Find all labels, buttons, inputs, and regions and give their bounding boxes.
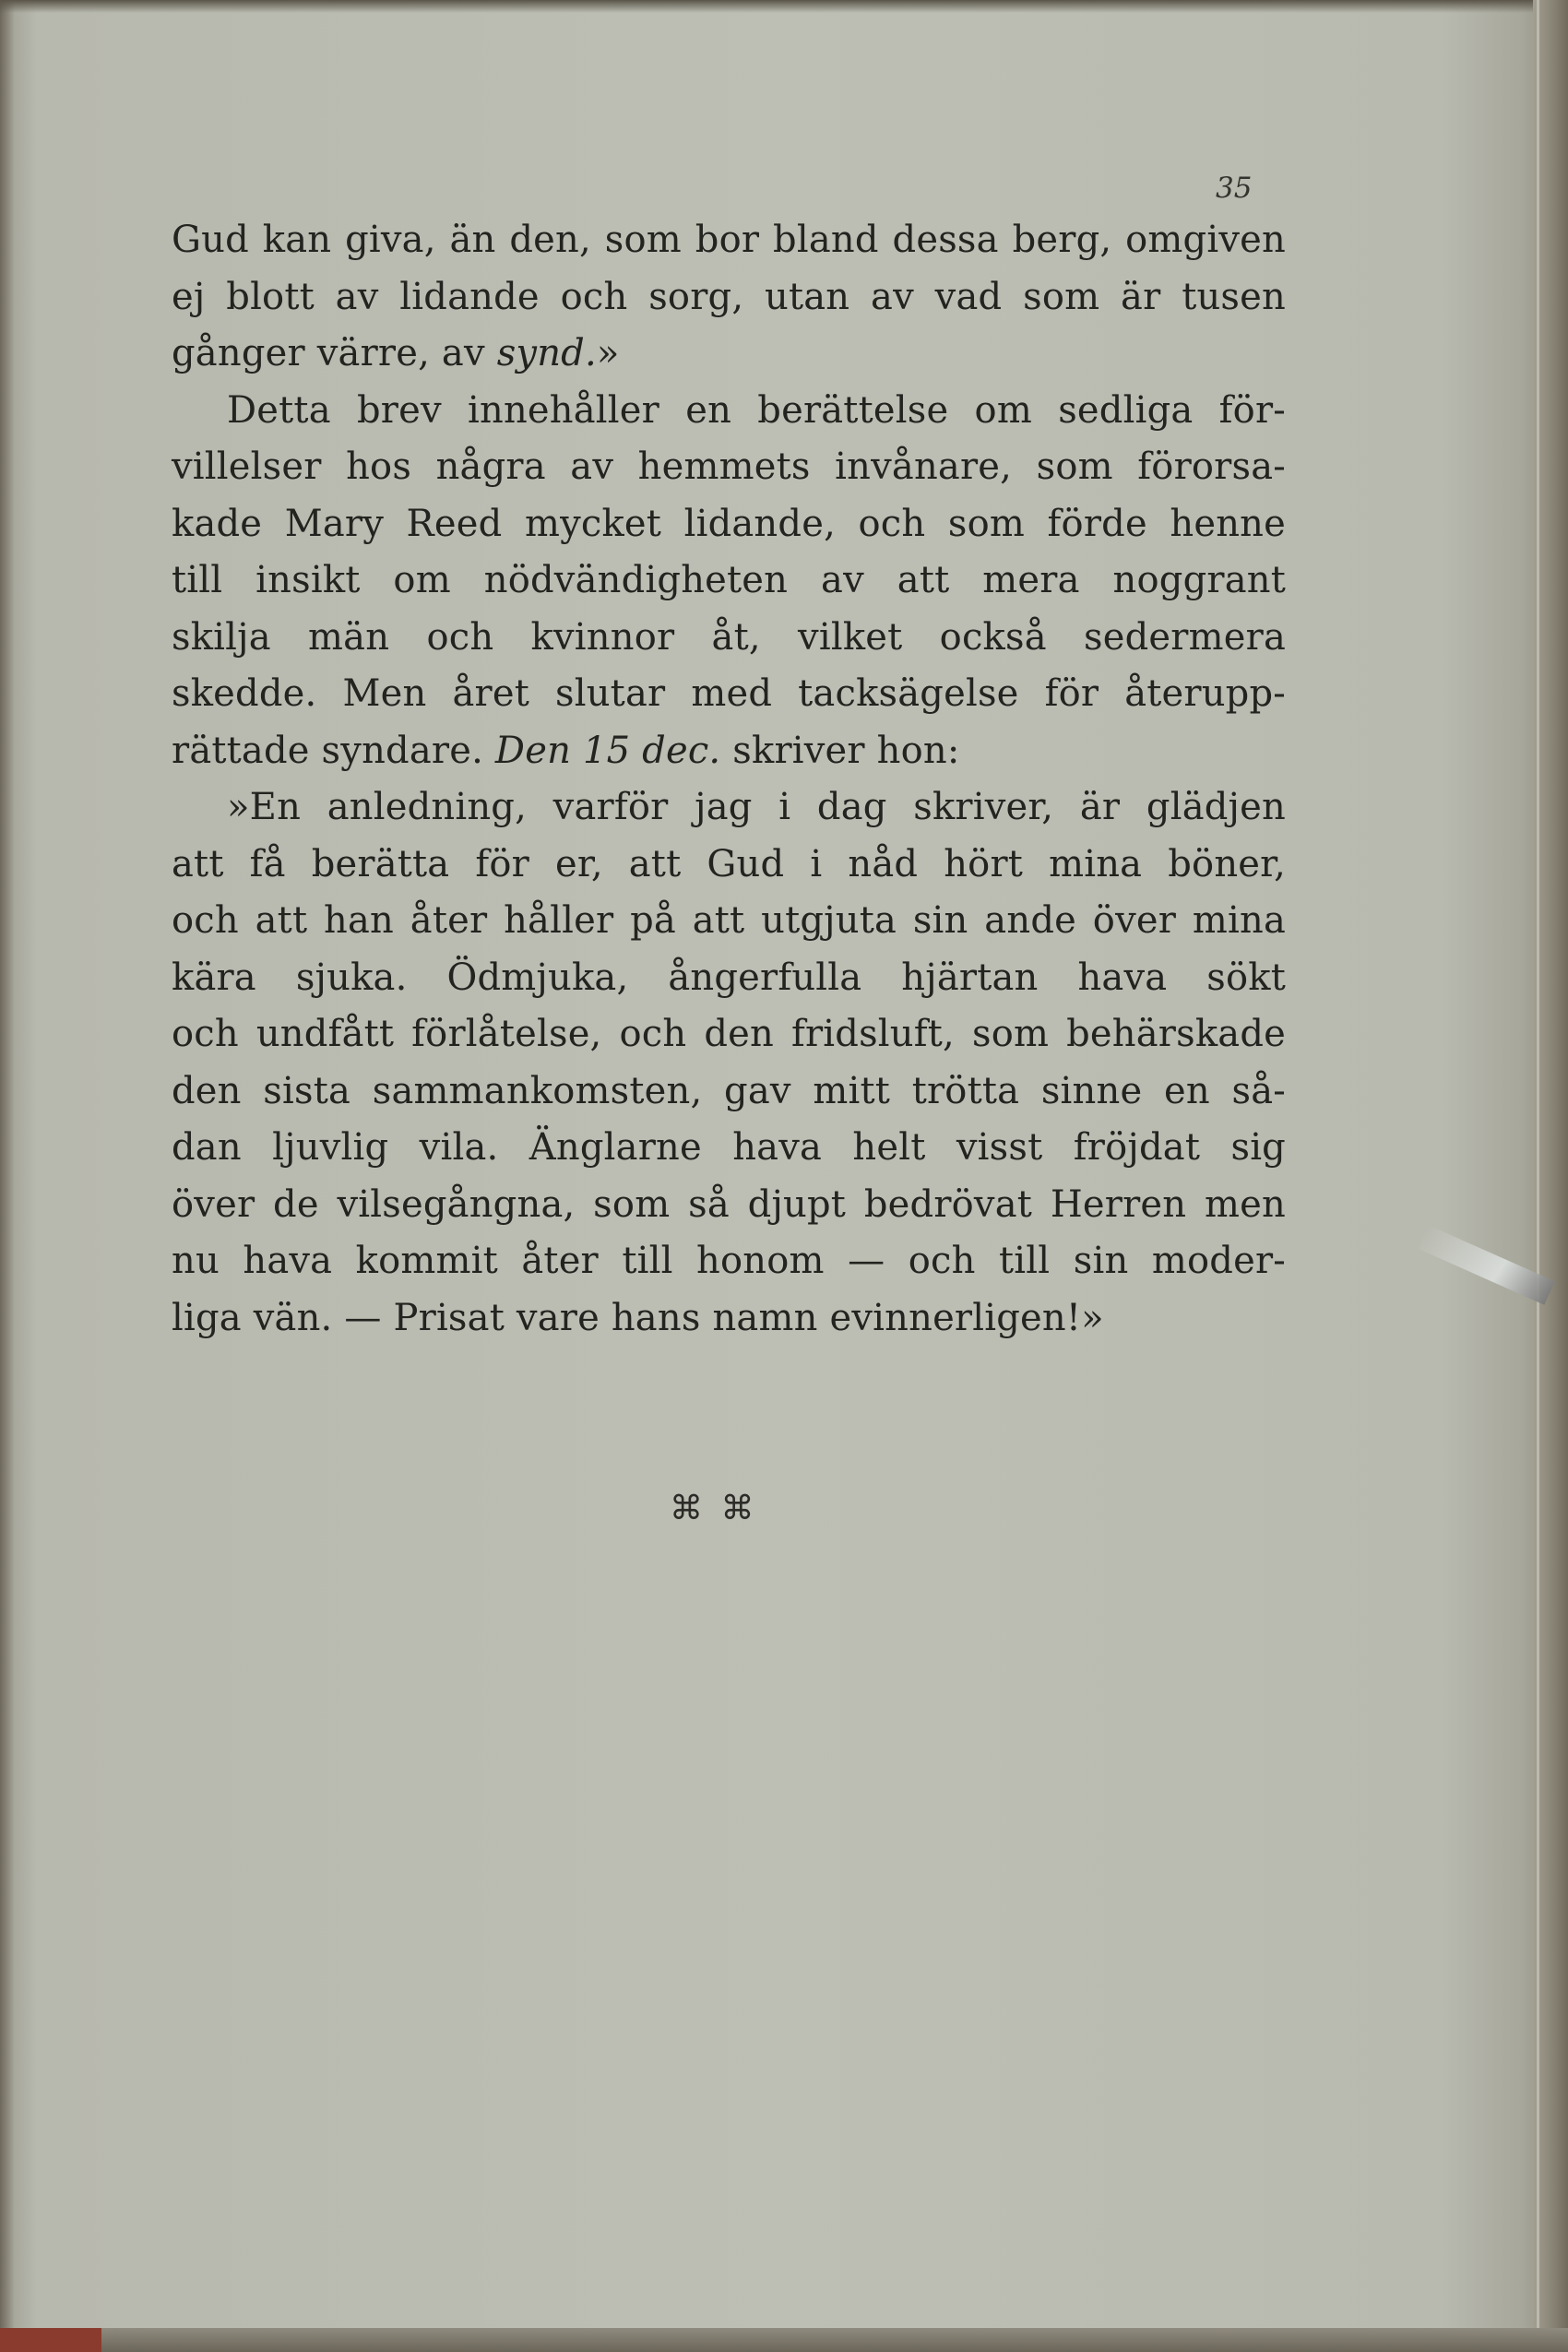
closing-quote: » — [596, 332, 620, 374]
text-line: till insikt om nödvändigheten av att mera noggrant — [172, 559, 1286, 601]
text-line — [172, 326, 1286, 383]
text-line: och undfått förlåtelse, och den fridsluft, som behärskade — [172, 1013, 1286, 1055]
bottom-edge — [0, 2328, 1568, 2352]
body-text — [172, 212, 1286, 1347]
text-line: »En anledning, varför jag i dag skriver, är glädjen — [227, 786, 1286, 828]
text-line: kära sjuka. Ödmjuka, ångerfulla hjärtan hava sökt — [172, 956, 1286, 999]
text-line: den sista sammankomsten, gav mitt trötta sinne en så- — [172, 1069, 1286, 1112]
text-line — [172, 723, 1286, 780]
text-line: Gud kan giva, än den, som bor bland dessa berg, omgiven — [172, 219, 1286, 261]
text-line: dan ljuvlig vila. Änglarne hava helt visst fröjdat sig — [172, 1126, 1286, 1169]
text-line: skilja män och kvinnor åt, vilket också sedermera — [172, 615, 1286, 659]
page-number: 35 — [1216, 172, 1253, 205]
text-fragment: gånger värre, av — [172, 332, 497, 374]
text-line: att få berätta för er, att Gud i nåd hört mina böner, — [172, 842, 1286, 885]
text-line: skedde. Men året slutar med tacksägelse för återupp- — [172, 672, 1286, 715]
top-shadow — [0, 0, 1568, 13]
text-line: kade Mary Reed mycket lidande, och som förde henne — [172, 502, 1286, 545]
text-line: över de vilsegångna, som så djupt bedrövat Herren men — [172, 1182, 1286, 1226]
text-fragment: rättade syndare. — [172, 729, 495, 772]
text-fragment: skriver hon: — [720, 729, 960, 772]
italic-word: synd. — [496, 332, 597, 374]
text-line: och att han åter håller på att utgjuta sin ande över mina — [172, 899, 1286, 942]
cover-corner — [0, 2328, 101, 2352]
text-line: liga vän. — Prisat vare hans namn evinnerligen!» — [172, 1296, 1104, 1339]
book-spine-edge — [1533, 0, 1568, 2352]
italic-date: Den 15 dec. — [494, 729, 721, 772]
text-line: villelser hos några av hemmets invånare, som förorsa- — [172, 445, 1286, 488]
section-ornament: ⌘ ⌘ — [670, 1490, 758, 1527]
text-line: nu hava kommit åter till honom — och till sin moder- — [172, 1240, 1286, 1282]
text-line: ej blott av lidande och sorg, utan av vad som är tusen — [172, 275, 1286, 318]
text-line: Detta brev innehåller en berättelse om sedliga för- — [227, 388, 1286, 432]
